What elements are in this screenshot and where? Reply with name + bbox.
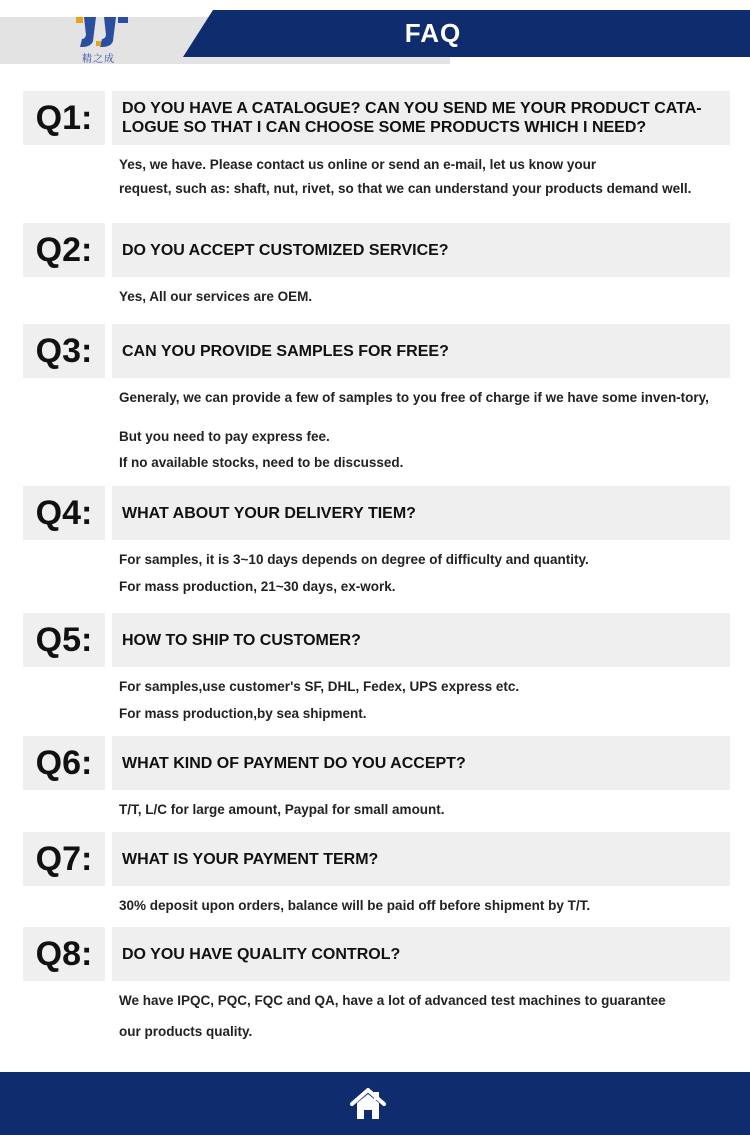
question-number: Q8: [23,927,105,981]
question-text: WHAT KIND OF PAYMENT DO YOU ACCEPT? [112,736,730,790]
question-text: WHAT ABOUT YOUR DELIVERY TIEM? [112,486,730,540]
question-number: Q4: [23,486,105,540]
answer-line: Yes, we have. Please contact us online or send an e-mail, let us know your [119,157,597,172]
logo-text: 精之成 [82,54,115,65]
question-text: DO YOU ACCEPT CUSTOMIZED SERVICE? [112,223,730,277]
company-logo [74,15,132,65]
question-text: HOW TO SHIP TO CUSTOMER? [112,613,730,667]
question-number: Q1: [23,91,105,145]
answer-line: For mass production,by sea shipment. [119,706,367,721]
answer-line: request, such as: shaft, nut, rivet, so that we can understand your products demand well. [119,181,692,196]
answer-line: For samples, it is 3~10 days depends on degree of difficulty and quantity. [119,552,589,567]
question-text: DO YOU HAVE QUALITY CONTROL? [112,927,730,981]
question-text: DO YOU HAVE A CATALOGUE? CAN YOU SEND ME YOUR PRODUCT CATA-LOGUE SO THAT I CAN CHOOSE SOME PRODUCTS WHICH I NEED? [112,91,730,145]
answer-line: Yes, All our services are OEM. [119,289,313,304]
answer-line: For samples,use customer's SF, DHL, Fedex, UPS express etc. [119,679,520,694]
question-number: Q5: [23,613,105,667]
question-number: Q2: [23,223,105,277]
page-title: FAQ [404,18,462,48]
answer-line: our products quality. [119,1024,253,1039]
question-number: Q3: [23,324,105,378]
home-icon[interactable] [349,1086,387,1122]
page-header [0,0,750,64]
page-footer [0,1072,750,1135]
answer-line: Generaly, we can provide a few of samples to you free of charge if we have some inven-tory, [119,390,709,405]
question-number: Q6: [23,736,105,790]
answer-line: If no available stocks, need to be discussed. [119,455,404,470]
answer-line: We have IPQC, PQC, FQC and QA, have a lot of advanced test machines to guarantee [119,993,666,1008]
answer-line: 30% deposit upon orders, balance will be paid off before shipment by T/T. [119,898,591,913]
answer-line: For mass production, 21~30 days, ex-work. [119,579,396,594]
question-text: WHAT IS YOUR PAYMENT TERM? [112,832,730,886]
question-number: Q7: [23,832,105,886]
logo-mark-icon [74,15,132,49]
answer-line: T/T, L/C for large amount, Paypal for small amount. [119,802,445,817]
answer-line: But you need to pay express fee. [119,429,330,444]
question-text: CAN YOU PROVIDE SAMPLES FOR FREE? [112,324,730,378]
